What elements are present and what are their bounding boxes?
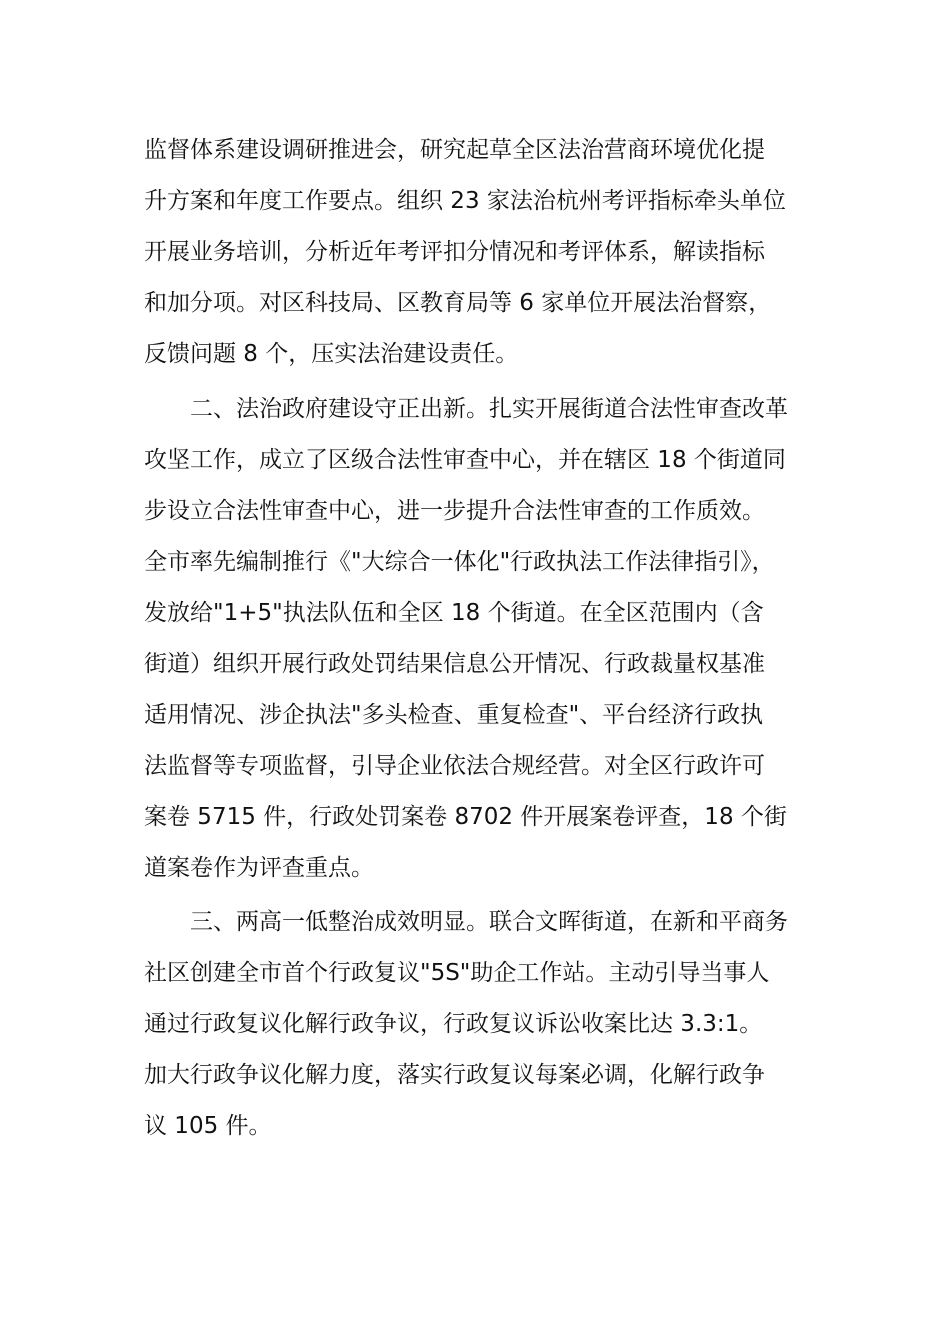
text-line: 攻坚工作，成立了区级合法性审查中心，并在辖区 18 个街道同 <box>144 447 786 473</box>
paragraph-section-three <box>144 897 844 1152</box>
text-line: 加大行政争议化解力度，落实行政复议每案必调，化解行政争 <box>144 1062 765 1088</box>
text-line: 发放给"1+5"执法队伍和全区 18 个街道。在全区范围内（含 <box>144 600 764 626</box>
text-line: 全市率先编制推行《"大综合一体化"行政执法工作法律指引》， <box>144 549 775 575</box>
text-line: 适用情况、涉企执法"多头检查、重复检查"、平台经济行政执 <box>144 702 764 728</box>
text-line: 步设立合法性审查中心，进一步提升合法性审查的工作质效。 <box>144 498 765 524</box>
text-line: 街道）组织开展行政处罚结果信息公开情况、行政裁量权基准 <box>144 651 765 677</box>
text-line: 法监督等专项监督，引导企业依法合规经营。对全区行政许可 <box>144 753 765 779</box>
text-line: 和加分项。对区科技局、区教育局等 6 家单位开展法治督察， <box>144 290 772 316</box>
text-line: 监督体系建设调研推进会，研究起草全区法治营商环境优化提 <box>144 137 765 163</box>
text-line: 议 105 件。 <box>144 1113 272 1139</box>
text-line: 反馈问题 8 个，压实法治建设责任。 <box>144 341 519 367</box>
text-line: 升方案和年度工作要点。组织 23 家法治杭州考评指标牵头单位 <box>144 188 786 214</box>
text-line: 社区创建全市首个行政复议"5S"助企工作站。主动引导当事人 <box>144 960 770 986</box>
text-line: 案卷 5715 件，行政处罚案卷 8702 件开展案卷评查，18 个街 <box>144 804 787 830</box>
paragraph-section-two <box>144 384 844 894</box>
text-line: 开展业务培训，分析近年考评扣分情况和考评体系，解读指标 <box>144 239 765 265</box>
text-line: 通过行政复议化解行政争议，行政复议诉讼收案比达 3.3:1。 <box>144 1011 763 1037</box>
text-line: 道案卷作为评查重点。 <box>144 855 374 881</box>
paragraph-continuation <box>144 125 844 380</box>
text-line: 二、法治政府建设守正出新。扎实开展街道合法性审查改革 <box>190 396 788 422</box>
text-line: 三、两高一低整治成效明显。联合文晖街道，在新和平商务 <box>190 909 788 935</box>
